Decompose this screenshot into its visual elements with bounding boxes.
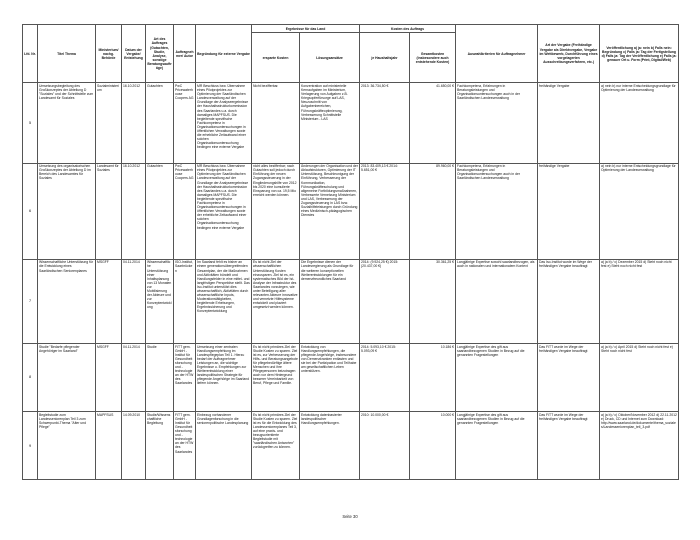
cell-ersparte-kosten: Es ist nicht Ziel der wissenschaftlichen Unterstützung Kosten einzusparen. Ziel ist es, ein systematisches Bild der Ist-Analyse der Infrastruktur des Saarlandes vorzulegen, wie unter Beteiligung aller relevanten Akteure innovative und vernetzte Hilfesysteme entwickelt und plaziert umgesetzt werden können. [252, 259, 300, 343]
cell-auftragnehmer: FITT gem. GmbH - Institut für Gesundheitsforschung und -technologie an der HTW des Saarlandes [174, 343, 196, 411]
cell-gesamtkosten: 30.361,25 € [410, 259, 456, 343]
cell-veroeffentlichung: a) nein b) nur interne Entscheidungsgrundlage für Optimierung der Landesverwaltung [600, 83, 679, 163]
cell-art-vergabe: freihändige Vergabe [538, 83, 600, 163]
cell-titel: Begleitstudie zum Landesseniorenplan Teil 3 zum Schwerpunkt-Thema "Alter und Pflege" [38, 412, 96, 480]
cell-datum: 16.10.2012 [122, 83, 146, 163]
cell-auftragnehmer: PwC Pricewaterhouse Coopers AG [174, 163, 196, 259]
page-number: Seite 30 [342, 514, 358, 519]
cell-veroeffentlichung: a) ja b) / c) Dezember 2015 d) Steht noch nicht fest e) Steht noch nicht fest [600, 259, 679, 343]
cell-titel: Umsetzungsbegleitung des Großkonzeptes der Abteilung D "Soziales" und der Schnittstelle zum Landesamt für Soziales [38, 83, 96, 163]
table-row [23, 343, 679, 411]
header-datum: Datum der Vergabe/ Entstehung [122, 25, 146, 83]
header-titel: Titel Thema [38, 25, 96, 83]
row-number: 8 [23, 343, 38, 411]
cell-ersparte-kosten: Nicht bezifferbar. [252, 83, 300, 163]
header-auftragnehmer: Auftragnehmer/ Autor [174, 25, 196, 83]
cell-loesungsansaetze: Entwicklung von Handlungsempfehlungen, die pflegende Angehörige, insbesondere von Demenzkranken entlasten und sie bei der Partizipation und Teilhabe am gesellschaftlichen Leben unterstützen. [300, 343, 360, 411]
cell-titel: Umsetzung des organisatorischen Großkonzeptes der Abteilung D im Bereich des Landesamtes für Soziales [38, 163, 96, 259]
header-lfd-nr: Lfd. Nr. [23, 25, 38, 83]
table-row [23, 412, 679, 480]
cell-auswahlkriterien: Langjährige Expertise sowohl saarlandbezogen, als auch in nationalen und internationalem Kontext [456, 259, 538, 343]
cell-ministerium: Sozialministerium [96, 83, 122, 163]
header-begruendung: Begründung für externe Vergabe [196, 25, 252, 83]
header-art: Art des Auftrages (Gutachten, Studie, Analyse, sonstige Beratungsaufträge) [146, 25, 174, 83]
cell-art-vergabe: Das FITT wurde im Wege der freihändigen Vergabe beauftragt [538, 412, 600, 480]
cell-gesamtkosten: 10.000 € [410, 412, 456, 480]
table-row [23, 259, 679, 343]
cell-auftragnehmer: FITT gem. GmbH - Institut für Gesundheitsforschung und -technologie an der HTW des Saarlandes [174, 412, 196, 480]
cell-veroeffentlichung: a) nein b) nur interne Entscheidungsgrundlage für Optimierung der Landesverwaltung [600, 163, 679, 259]
cell-gesamtkosten: 41.650,00 € [410, 83, 456, 163]
cell-ministerium: MSGFF [96, 259, 122, 343]
cell-veroeffentlichung: a) ja b) / c) Oktober/November 2012 d) 22.11.2012 e) Druck, CD und Internet zum Download: http://www.saarland.de/dokumente/thema_soziales/Landesseniorenplan_teil_3.pdf [600, 412, 679, 480]
cell-datum: 04.11.2014 [122, 259, 146, 343]
cell-art: Gutachten [146, 163, 174, 259]
table-row [23, 83, 679, 163]
report-table [22, 24, 679, 480]
cell-art-vergabe: freihändige Vergabe [538, 163, 600, 259]
cell-loesungsansaetze: Entwicklung datenbasierter landespolitischer Handlungsempfehlungen. [300, 412, 360, 480]
cell-loesungsansaetze: Die Ergebnisse dienen der Landesregierung als Grundlage für die weiteren konzeptionellen Weiterentwicklungen für ein demenzfreundliches Saarland [300, 259, 360, 343]
row-number: 7 [23, 259, 38, 343]
table-row [23, 163, 679, 259]
cell-je-haushaltsjahr: 2013: 36.734,50 € [360, 83, 410, 163]
header-gesamtkosten: Gesamtkosten (insbesondere auch entstehende Kosten) [410, 33, 456, 83]
row-number: 6 [23, 163, 38, 259]
cell-gesamtkosten: 89.960,00 € [410, 163, 456, 259]
cell-art: Wissenschaftliche Unterstützung einer Inhaltsplanung von 13 Monaten zur Mobilisierung der Akteure und zur Konzeptentwicklung [146, 259, 174, 343]
header-ersparte-kosten: ersparte Kosten [252, 33, 300, 83]
cell-gesamtkosten: 10.186 € [410, 343, 456, 411]
header-veroeffentlichung: Veröffentlichung a) ja: nein b) Falls nein: Begründung c) Falls ja: Tag der Fertigstellung d) Falls ja: Tag der Veröffentlichung e) Falls ja: genauer Ort u. Form (Print, Digital/Web) [600, 25, 679, 83]
row-number: 5 [23, 83, 38, 163]
cell-datum: 14.09.2010 [122, 412, 146, 480]
cell-art: Studie/Wissenschaftliche Begleitung [146, 412, 174, 480]
cell-art: Gutachten [146, 83, 174, 163]
cell-loesungsansaetze: Konzentration auf ministerielle Kernaufgaben im Ministerium, Verlagerung von Aufgaben z.B. Kriegsopferfürsorge auf LAS, Neuzuschnitt von Aufgabenbereichen, Führungskräfteoptimierung, Verbesserung Schnittstelle Ministerium - LAS [300, 83, 360, 163]
cell-ministerium: MSGFF [96, 343, 122, 411]
cell-begruendung: MR Beschluss bzw. Übernahme eines Pilotprojektes zur Optimierung der Saarländischen Landesverwaltung auf der Grundlage der Analyseergebnisse der Haushaltsstrukturkommission des Saarlandes u.a. durch damaliges MAPFSUS. Die begleitende spezifische Fachkompetenz in Organisationsuntersuchungen in öffentlichen Verwaltungen sowie der erhebliche Zeitaufwand einer solchen Organisationsuntersuchung bedingen eine externe Vergabe [196, 163, 252, 259]
cell-datum: 04.11.2014 [122, 343, 146, 411]
header-loesungsansaetze: Lösungsansätze [300, 33, 360, 83]
cell-auftragnehmer: ISO-Institut, Saarbrücken [174, 259, 196, 343]
cell-auftragnehmer: PwC Pricewaterhouse Coopers AG [174, 83, 196, 163]
cell-auswahlkriterien: Fachkompetenz, Erfahrungen in Beratungsleistungen und Organisationsuntersuchungen auch in der Saarländischen Landesverwaltung [456, 163, 538, 259]
header-je-haushaltsjahr: je Haushaltsjahr [360, 33, 410, 83]
cell-auswahlkriterien: Fachkompetenz, Erfahrungen in Beratungsleistungen und Organisationsuntersuchungen auch in der Saarländischen Landesverwaltung [456, 83, 538, 163]
cell-titel: Studie "Bedarfe pflegender Angehöriger im Saarland" [38, 343, 96, 411]
cell-ministerium: MAPFSUS [96, 412, 122, 480]
cell-titel: Wissenschaftliche Unterstützung für die Entwicklung eines Saarländischen Seniorenplanes [38, 259, 96, 343]
header-auswahlkriterien: Auswahlkriterien für Auftragnehmer [456, 25, 538, 83]
header-kosten-group: Kosten des Auftrags [360, 25, 456, 33]
cell-begruendung: Umsetzung einer zentralen Handlungsempfehlung im Landespflegeplan Teil 1. Hierzu bedarf der Auftragnehmer Leistungen an, die wichtige Ergebnisse u. Empfehlungen zur Weiterentwicklung einer landespolitischen Strategie für pflegende Angehörige im Saarland liefern können. [196, 343, 252, 411]
cell-ersparte-kosten: Es ist nicht primäres Ziel der Studie Kosten zu sparen. Ziel ist es, zur Verbesserung der Hilfs- und Beratungsangebote für pflegebedürftige ältere Menschen und ihre Pflegepersonen beizutragen auch vor dem Hintergrund besserer Vereinbarkeit von Beruf, Pflege und Familie. [252, 343, 300, 411]
cell-ministerium: Landesamt für Soziales [96, 163, 122, 259]
row-number: 9 [23, 412, 38, 480]
header-ergebnisse-group: Ergebnisse für das Land [252, 25, 360, 33]
cell-loesungsansaetze: Änderungen der Organisation und der Ablaufstrukturen, Optimierung der IT Unterstützung, Beschleunigung der Einführung, Verbesserung der Kommunikation, Führungskräfteschulung und allgemeine Fortbildungsmaßnahmen, Verbesserte Vernetzung Ministerium und LAS, Verbesserung der Zugangssteuerung in LAS bzw. Sozialhilfeleistungen durch Gründung eines Medizinisch-pädagogischen Dienstes [300, 163, 360, 259]
cell-art: Studie [146, 343, 174, 411]
cell-auswahlkriterien: Langjährige Expertise des gift aus saarlandbezogenen Studien in Bezug auf die genannten Fragestellungen [456, 343, 538, 411]
header-art-vergabe: Art der Vergabe (Freihändige Vergabe als Direktvergabe, Vergabe im Wettbewerb, Durchführung eines vorgelagerten Ausschreibungsverfahren, etc.) [538, 25, 600, 83]
cell-je-haushaltsjahr: 2013: 83.409,13 € 2014: 5.651,00 € [360, 163, 410, 259]
cell-auswahlkriterien: Langjährige Expertise des gift aus saarlandbezogenen Studien in Bezug auf die genannten Fragestellungen [456, 412, 538, 480]
cell-je-haushaltsjahr: 2014: 5.093,10 € 2015: 5.093,09 € [360, 343, 410, 411]
cell-begruendung: MR Beschluss bzw. Übernahme eines Pilotprojektes zur Optimierung der Saarländischen Landesverwaltung auf der Grundlage der Analyseergebnisse der Haushaltsstrukturkommission des Saarlandes u.a. durch damaliges MAPFSUS. Die begleitende spezifische Fachkompetenz in Organisationsuntersuchungen in öffentlichen Verwaltungen sowie die erhebliche Zeitaufwand einer solchen Organisationsuntersuchung bedingen eine externe Vergabe [196, 83, 252, 163]
cell-begruendung: Einbezug vorhandener Grundlagenforschung in die seniorenpolitische Landesplanung [196, 412, 252, 480]
cell-je-haushaltsjahr: 2014: (9.924,25 €) 2015: (20.437,00 €) [360, 259, 410, 343]
cell-art-vergabe: Das FITT wurde im Wege der freihändigen Vergabe beauftragt [538, 343, 600, 411]
cell-begruendung: Im Saarland fehlt es bisher an einem generationsübergreifenden Gesamtplan, der die Maßnahmen und Aktivitäten bündelt und Handlungsfelder in eine mittel- und langfristigen Perspektive stellt. Das Iso-Institut unterstützt dies wissenschaftlich, Aktivitäten durch wissenschaftliche Inputs, Moderationstätigkeiten, begleitende Erhebungen, Ergebnissicherung und Konzeptentwicklung [196, 259, 252, 343]
cell-ersparte-kosten: nicht alles bezifferbar; nach Gutachten soll jedoch durch Einführung der neuen Zugangssteuerung in der Eingliederungshilfe von 2012 bis 2020 eine kumulierte Einsparung von ca. 19,5 Mio erreicht werden können. [252, 163, 300, 259]
cell-art-vergabe: Das Iso-Institut wurde im Wege der freihändigen Vergabe beauftragt [538, 259, 600, 343]
cell-je-haushaltsjahr: 2010: 10.000,00 € [360, 412, 410, 480]
cell-ersparte-kosten: Es ist nicht primäres Ziel der Studie Kosten zu sparen. Ziel ist es für die Entwicklung des Landesseniorenplanes Teil 3, auf eine praxis- und bezugsorientierte Begleitstudie mit "saarländischen Antworten" zurückgreifen zu können. [252, 412, 300, 480]
cell-datum: 16.10.2012 [122, 163, 146, 259]
cell-veroeffentlichung: a) ja b) / c) April 2015 d) Steht noch nicht fest e) Steht noch nicht fest [600, 343, 679, 411]
header-ministerium: Ministerium/ nachg. Behörde [96, 25, 122, 83]
